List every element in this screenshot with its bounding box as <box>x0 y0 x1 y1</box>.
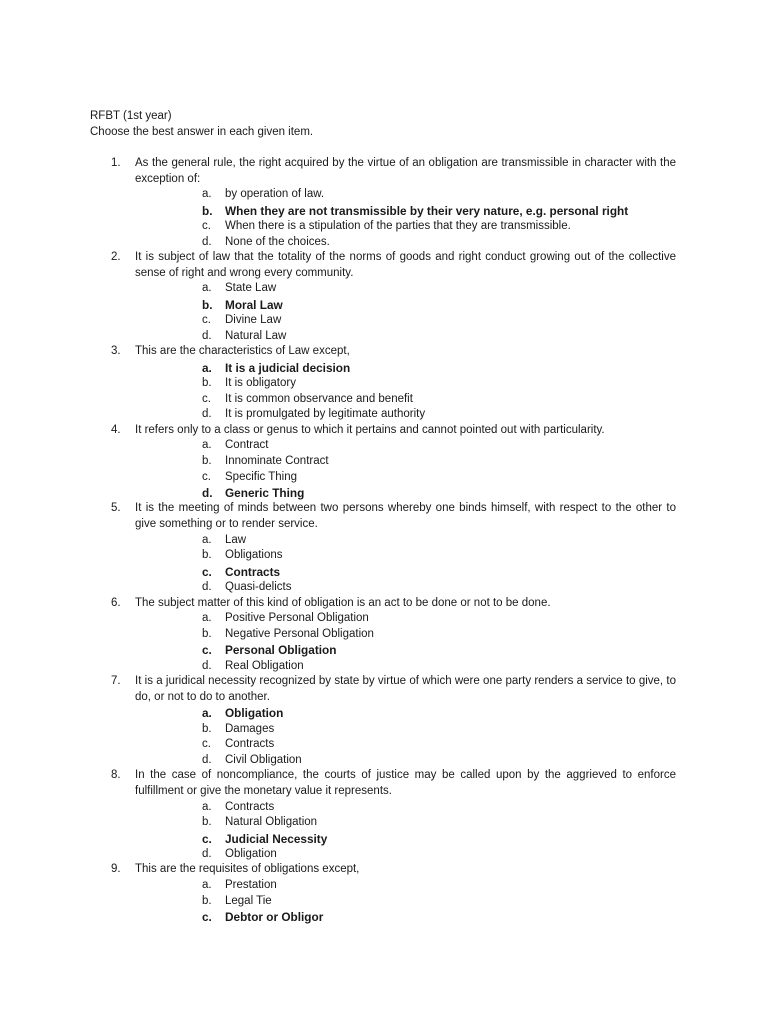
choice-list <box>135 800 676 863</box>
document-header <box>90 109 313 140</box>
choice-text: Specific Thing <box>225 470 298 483</box>
choice-letter: a. <box>202 706 212 721</box>
choice-text: Prestation <box>225 879 277 892</box>
choice-text: Civil Obligation <box>225 753 302 766</box>
choice-item <box>135 548 676 564</box>
choice-list <box>135 281 676 344</box>
question-item <box>90 156 676 250</box>
choice-text: Contracts <box>225 564 281 579</box>
choice-text: Obligations <box>225 549 283 562</box>
choice-item <box>135 753 676 769</box>
question-text: In the case of noncompliance, the courts of justice may be called upon by the aggrieved to enforce fulfillment or give the monetary value it represents. <box>135 769 676 797</box>
choice-item-answer <box>135 485 676 501</box>
question-item <box>90 344 676 423</box>
choice-item-answer <box>135 705 676 721</box>
choice-letter: c. <box>202 643 212 658</box>
question-text: As the general rule, the right acquired by the virtue of an obligation are transmissible in character with the exception of: <box>135 157 676 185</box>
question-number: 3. <box>111 345 121 358</box>
question-text: This are the requisites of obligations except, <box>135 863 360 876</box>
choice-item <box>135 627 676 643</box>
document-title: RFBT (1st year) <box>90 110 172 122</box>
choice-letter: b. <box>202 627 212 640</box>
choice-item <box>135 800 676 816</box>
choice-letter: d. <box>202 581 212 593</box>
choice-item <box>135 392 676 408</box>
question-number: 8. <box>111 769 121 782</box>
choice-item <box>135 281 676 297</box>
choice-item <box>135 737 676 753</box>
choice-text: Contracts <box>225 738 275 751</box>
choice-item-answer <box>135 297 676 313</box>
choice-letter: a. <box>202 612 212 625</box>
choice-letter: d. <box>202 847 212 860</box>
choice-letter: a. <box>202 439 212 452</box>
choice-text: Obligation <box>225 706 284 721</box>
choice-item <box>135 407 676 423</box>
choice-list <box>135 438 676 501</box>
choice-letter: a. <box>202 533 212 546</box>
choice-text: Contract <box>225 439 269 452</box>
question-item <box>90 250 676 344</box>
choice-text: When they are not transmissible by their very nature, e.g. personal right <box>225 203 629 218</box>
choice-item-answer <box>135 642 676 658</box>
question-number: 1. <box>111 157 121 169</box>
choice-text: Negative Personal Obligation <box>225 627 374 640</box>
question-number: 5. <box>111 502 121 515</box>
choice-text: Legal Tie <box>225 894 272 907</box>
choice-letter: b. <box>202 377 212 390</box>
choice-letter: c. <box>202 738 211 751</box>
choice-list <box>135 705 676 768</box>
choice-letter: d. <box>202 659 212 672</box>
choice-item <box>135 815 676 831</box>
choice-list <box>135 611 676 674</box>
choice-letter: b. <box>202 894 212 907</box>
choice-item-answer <box>135 831 676 847</box>
choice-item <box>135 438 676 454</box>
choice-text: Divine Law <box>225 314 282 327</box>
choice-letter: b. <box>202 549 212 562</box>
question-text: It is the meeting of minds between two persons whereby one binds himself, with respect to the other to give something or to render service. <box>135 502 676 531</box>
question-item <box>90 768 676 862</box>
choice-text: It is promulgated by legitimate authority <box>225 408 426 421</box>
choice-text: State Law <box>225 282 277 295</box>
choice-letter: a. <box>202 360 212 375</box>
choice-letter: d. <box>202 235 212 248</box>
choice-text: Quasi-delicts <box>225 581 292 593</box>
question-number: 2. <box>111 251 121 264</box>
document-instruction: Choose the best answer in each given item. <box>90 125 314 138</box>
choice-list <box>135 187 676 250</box>
question-item <box>90 674 676 768</box>
choice-letter: a. <box>202 282 212 295</box>
choice-text: When there is a stipulation of the parties that they are transmissible. <box>225 219 571 232</box>
question-number: 6. <box>111 596 121 609</box>
choice-letter: b. <box>202 203 213 218</box>
question-item <box>90 501 676 595</box>
choice-item <box>135 329 676 345</box>
question-item <box>90 423 676 502</box>
question-list <box>90 156 676 925</box>
choice-letter: c. <box>202 392 211 405</box>
choice-text: Natural Law <box>225 329 287 342</box>
choice-letter: b. <box>202 455 212 468</box>
choice-letter: c. <box>202 314 211 327</box>
choice-text: by operation of law. <box>225 188 325 201</box>
choice-letter: c. <box>202 219 211 232</box>
choice-text: Generic Thing <box>225 486 305 501</box>
choice-item <box>135 470 676 486</box>
choice-letter: d. <box>202 329 212 342</box>
question-text: It refers only to a class or genus to which it pertains and cannot pointed out with particularity. <box>135 423 605 436</box>
choice-item <box>135 376 676 392</box>
choice-letter: b. <box>202 722 212 735</box>
choice-list <box>135 533 676 596</box>
choice-letter: d. <box>202 486 213 501</box>
choice-item <box>135 580 676 596</box>
choice-letter: c. <box>202 564 212 579</box>
choice-text: Contracts <box>225 800 275 813</box>
choice-text: None of the choices. <box>225 235 330 248</box>
choice-item <box>135 611 676 627</box>
question-number: 9. <box>111 863 121 876</box>
choice-item <box>135 847 676 863</box>
choice-text: Positive Personal Obligation <box>225 612 369 625</box>
choice-text: Law <box>225 533 247 546</box>
choice-text: It is a judicial decision <box>225 360 351 375</box>
choice-letter: a. <box>202 800 212 813</box>
choice-item <box>135 533 676 549</box>
choice-item <box>135 722 676 738</box>
choice-item <box>135 235 676 251</box>
choice-item <box>135 878 676 894</box>
choice-letter: b. <box>202 297 213 312</box>
choice-item <box>135 187 676 203</box>
choice-text: Natural Obligation <box>225 816 318 829</box>
choice-item <box>135 659 676 675</box>
choice-text: It is common observance and benefit <box>225 392 413 405</box>
question-item <box>90 596 676 675</box>
choice-text: It is obligatory <box>225 377 296 390</box>
question-number: 4. <box>111 423 121 436</box>
question-text: It is a juridical necessity recognized by state by virtue of which were one party renders a service to give, to do, or not to do to another. <box>135 675 676 703</box>
choice-item <box>135 454 676 470</box>
question-number: 7. <box>111 675 121 688</box>
choice-letter: c. <box>202 910 212 925</box>
question-text: It is subject of law that the totality of the norms of goods and right conduct growing out of the collective sense of right and wrong every community. <box>135 251 676 279</box>
question-text: The subject matter of this kind of obligation is an act to be done or not to be done. <box>135 596 551 609</box>
choice-letter: a. <box>202 188 212 201</box>
choice-text: Debtor or Obligor <box>225 910 324 925</box>
choice-item <box>135 894 676 910</box>
choice-letter: b. <box>202 816 212 829</box>
choice-item <box>135 313 676 329</box>
choice-letter: d. <box>202 753 212 766</box>
choice-text: Obligation <box>225 847 277 860</box>
choice-letter: a. <box>202 879 212 892</box>
question-item <box>90 862 676 925</box>
choice-text: Innominate Contract <box>225 455 329 468</box>
choice-text: Personal Obligation <box>225 643 337 658</box>
choice-letter: c. <box>202 470 211 483</box>
choice-item-answer <box>135 203 676 219</box>
choice-text: Damages <box>225 722 275 735</box>
choice-item-answer <box>135 909 676 925</box>
choice-list <box>135 878 676 925</box>
choice-letter: d. <box>202 408 212 421</box>
choice-item <box>135 219 676 235</box>
choice-text: Judicial Necessity <box>225 831 328 846</box>
choice-list <box>135 360 676 423</box>
choice-text: Real Obligation <box>225 659 304 672</box>
choice-item-answer <box>135 564 676 580</box>
choice-text: Moral Law <box>225 297 283 312</box>
choice-item-answer <box>135 360 676 376</box>
question-text: This are the characteristics of Law except, <box>135 345 350 358</box>
choice-letter: c. <box>202 831 212 846</box>
